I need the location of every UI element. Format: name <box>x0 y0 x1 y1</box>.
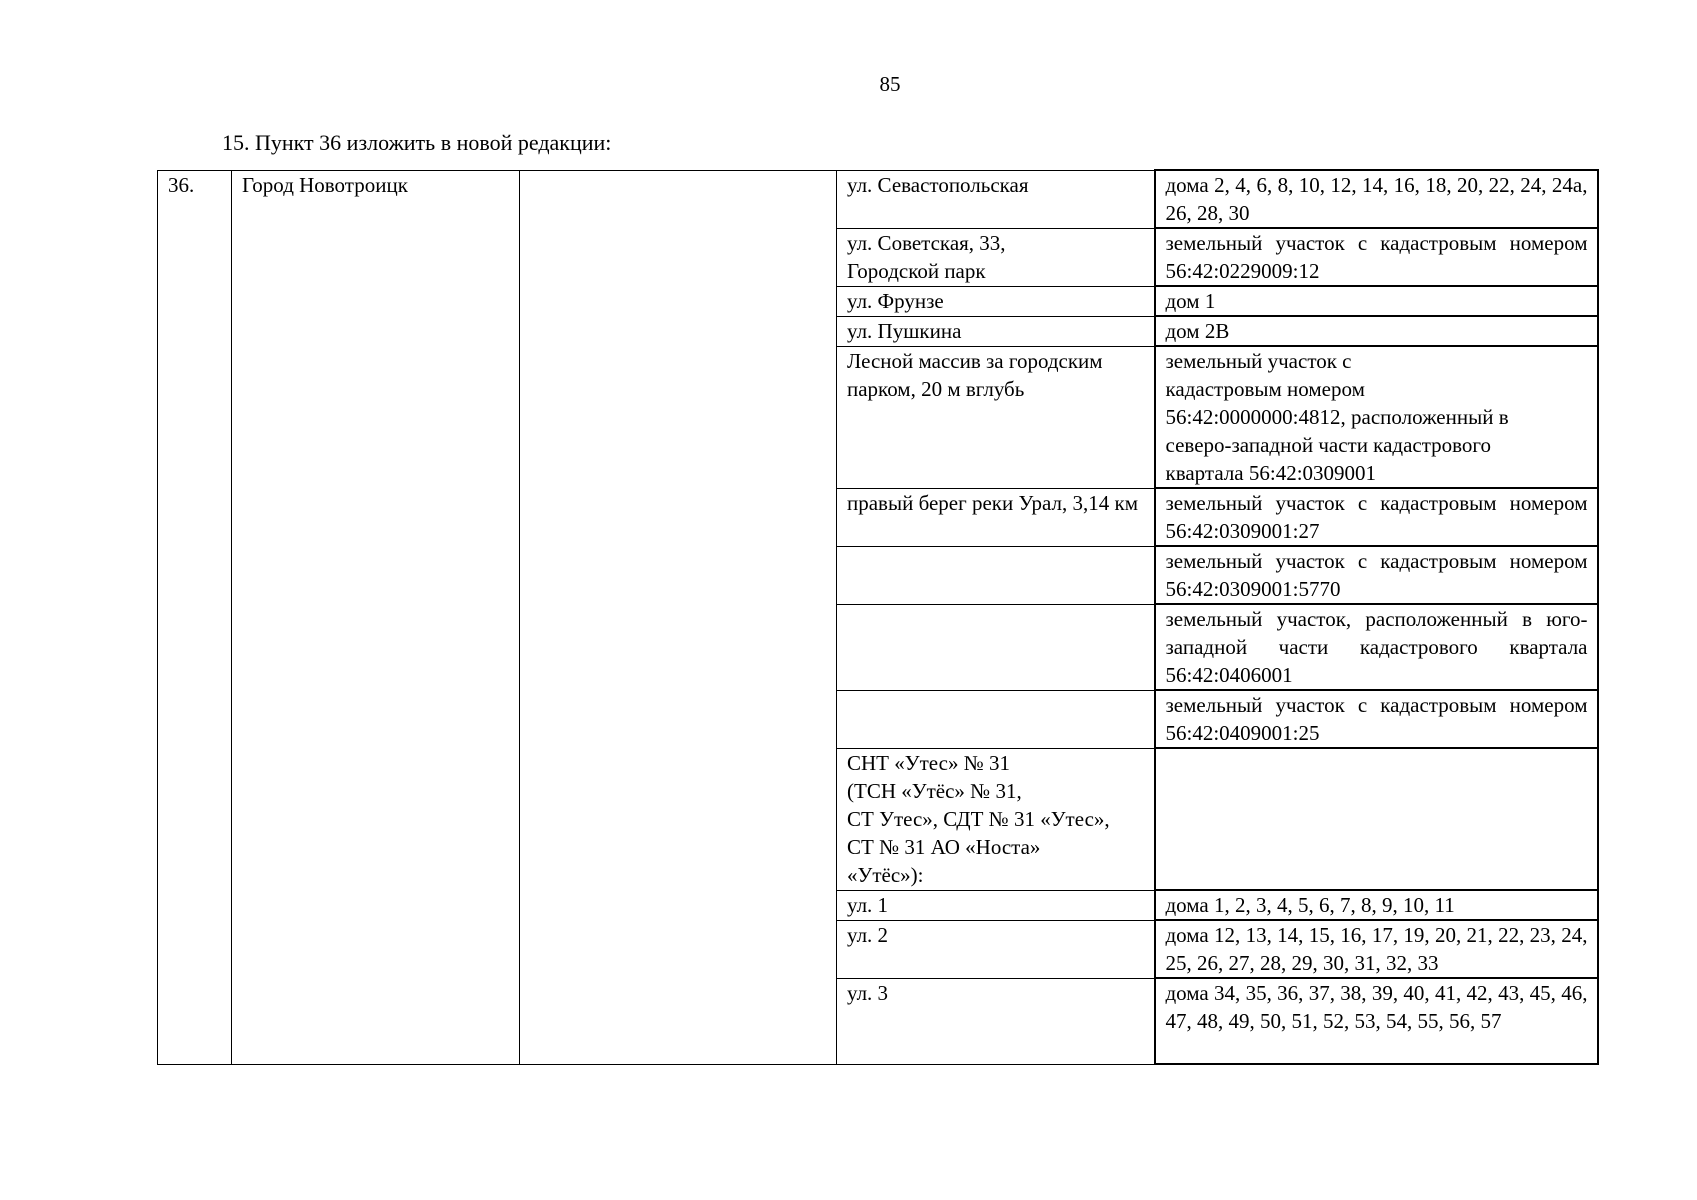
location-cell <box>837 546 1155 604</box>
address-cell: земельный участок, расположенный в юго-западной части кадастрового квартала 56:42:0406001 <box>1155 604 1598 690</box>
location-cell: ул. Севастопольская <box>837 170 1155 228</box>
location-cell: СНТ «Утес» № 31 (ТСН «Утёс» № 31, СТ Утес», СДТ № 31 «Утес», СТ № 31 АО «Носта» «Утёс»): <box>837 748 1155 890</box>
address-cell: земельный участок с кадастровым номером 56:42:0409001:25 <box>1155 690 1598 748</box>
location-cell: Лесной массив за городским парком, 20 м вглубь <box>837 346 1155 488</box>
address-cell: земельный участок с кадастровым номером 56:42:0229009:12 <box>1155 228 1598 286</box>
location-cell: ул. Советская, 33, Городской парк <box>837 228 1155 286</box>
address-cell: дом 1 <box>1155 286 1598 316</box>
address-cell: дома 34, 35, 36, 37, 38, 39, 40, 41, 42, 43, 45, 46, 47, 48, 49, 50, 51, 52, 53, 54, 55, 56, 57 <box>1155 978 1598 1064</box>
address-cell: дома 2, 4, 6, 8, 10, 12, 14, 16, 18, 20, 22, 24, 24а, 26, 28, 30 <box>1155 170 1598 228</box>
address-cell: дома 1, 2, 3, 4, 5, 6, 7, 8, 9, 10, 11 <box>1155 890 1598 920</box>
table-row <box>158 170 1598 228</box>
amendment-intro: 15. Пункт 36 изложить в новой редакции: <box>222 130 612 155</box>
address-cell: земельный участок с кадастровым номером 56:42:0309001:27 <box>1155 488 1598 546</box>
location-cell: ул. Фрунзе <box>837 286 1155 316</box>
location-cell: ул. 2 <box>837 920 1155 978</box>
location-cell: правый берег реки Урал, 3,14 км <box>837 488 1155 546</box>
location-cell: ул. 1 <box>837 890 1155 920</box>
item-number: 36. <box>158 170 232 1064</box>
address-cell: дом 2В <box>1155 316 1598 346</box>
location-cell: ул. 3 <box>837 978 1155 1064</box>
location-cell <box>837 690 1155 748</box>
address-cell: земельный участок с кадастровым номером 56:42:0309001:5770 <box>1155 546 1598 604</box>
municipality-name: Город Новотроицк <box>232 170 520 1064</box>
location-cell <box>837 604 1155 690</box>
addresses-table <box>157 169 1599 1065</box>
address-cell <box>1155 748 1598 890</box>
location-cell: ул. Пушкина <box>837 316 1155 346</box>
address-cell: дома 12, 13, 14, 15, 16, 17, 19, 20, 21, 22, 23, 24, 25, 26, 27, 28, 29, 30, 31, 32, 33 <box>1155 920 1598 978</box>
category-cell <box>520 170 837 1064</box>
page-number: 85 <box>879 72 901 96</box>
address-cell: земельный участок с кадастровым номером 56:42:0000000:4812, расположенный в северо-западной части кадастрового квартала 56:42:0309001 <box>1155 346 1598 488</box>
